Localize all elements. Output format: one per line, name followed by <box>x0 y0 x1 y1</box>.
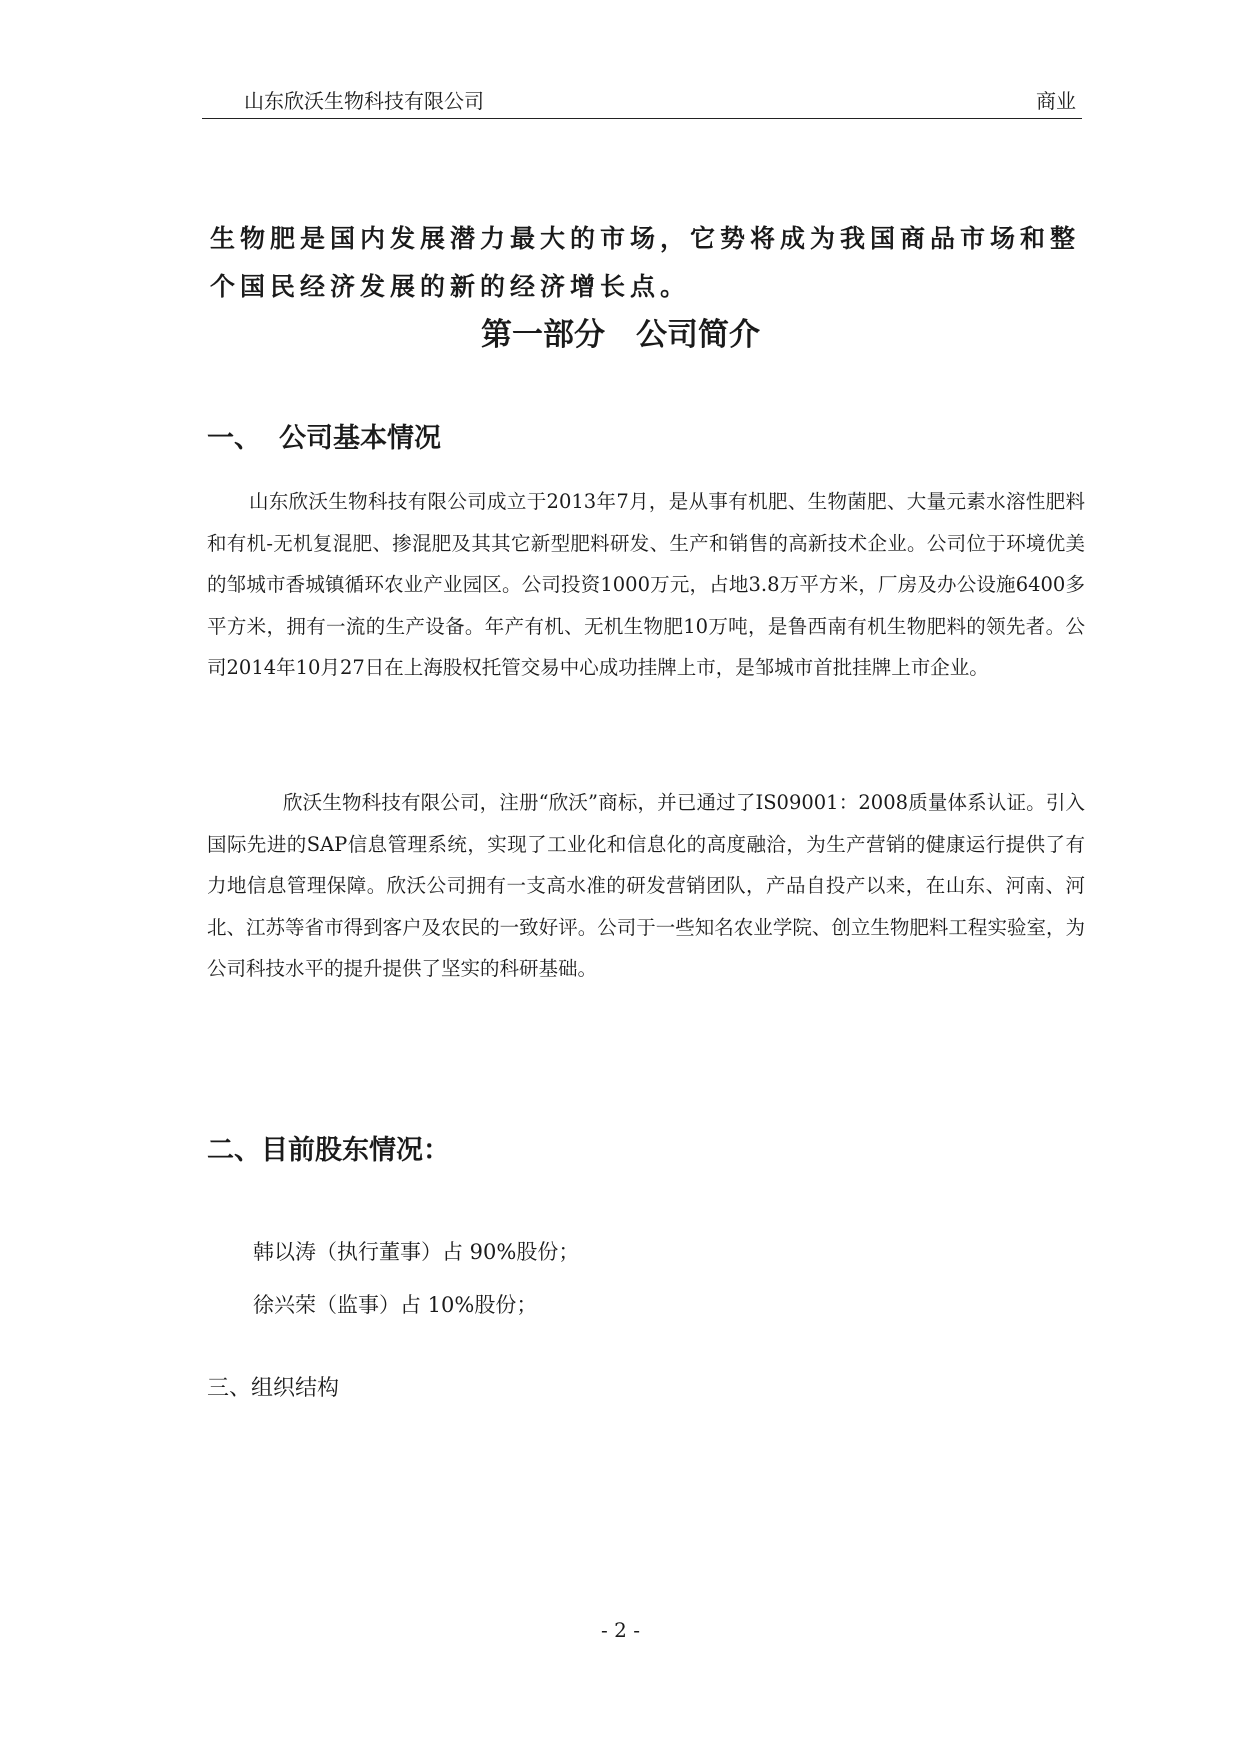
section-title: 公司基本情况 <box>279 423 441 454</box>
page-header <box>202 88 1082 119</box>
company-overview-paragraph <box>207 481 1085 689</box>
paragraph-text: 山东欣沃生物科技有限公司成立于2013年7月，是从事有机肥、生物菌肥、大量元素水溶性肥料和有机-无机复混肥、掺混肥及其其它新型肥料研发、生产和销售的高新技术企业。公司位于环境优美的邹城市香城镇循环农业产业园区。公司投资1000万元，占地3.8万平方米，厂房及办公设施6400多平方米，拥有一流的生产设备。年产有机、无机生物肥10万吨，是鲁西南有机生物肥料的领先者。公司2014年10月27日在上海股权托管交易中心成功挂牌上市，是邹城市首批挂牌上市企业。 <box>207 490 1085 679</box>
part-title: 第一部分 公司简介 <box>481 317 760 353</box>
section-number: 一、 <box>207 423 261 454</box>
section-heading-org-structure: 三、组织结构 <box>207 1376 340 1401</box>
certification-paragraph <box>207 782 1085 990</box>
paragraph-text: 欣沃生物科技有限公司，注册“欣沃”商标，并已通过了IS09001：2008质量体系认证。引入国际先进的SAP信息管理系统，实现了工业化和信息化的高度融洽，为生产营销的健康运行提供了有力地信息管理保障。欣沃公司拥有一支高水准的研发营销团队，产品自投产以来，在山东、河南、河北、江苏等省市得到客户及农民的一致好评。公司于一些知名农业学院、创立生物肥料工程实验室，为公司科技水平的提升提供了坚实的科研基础。 <box>207 791 1085 980</box>
header-category: 商业 <box>1036 89 1076 113</box>
section-heading-shareholders: 二、目前股东情况： <box>207 1135 450 1166</box>
page-number: - 2 - <box>601 1618 640 1642</box>
intro-text: 生物肥是国内发展潜力最大的市场，它势将成为我国商品市场和整个国民经济发展的新的经济增长点。 <box>210 224 1081 301</box>
shareholder-item: 徐兴荣（监事）占 10%股份； <box>253 1293 538 1317</box>
section-heading-basic-info <box>207 421 441 457</box>
intro-paragraph <box>210 215 1080 311</box>
header-company-name: 山东欣沃生物科技有限公司 <box>244 89 484 113</box>
shareholder-item: 韩以涛（执行董事）占 90%股份； <box>253 1240 580 1264</box>
